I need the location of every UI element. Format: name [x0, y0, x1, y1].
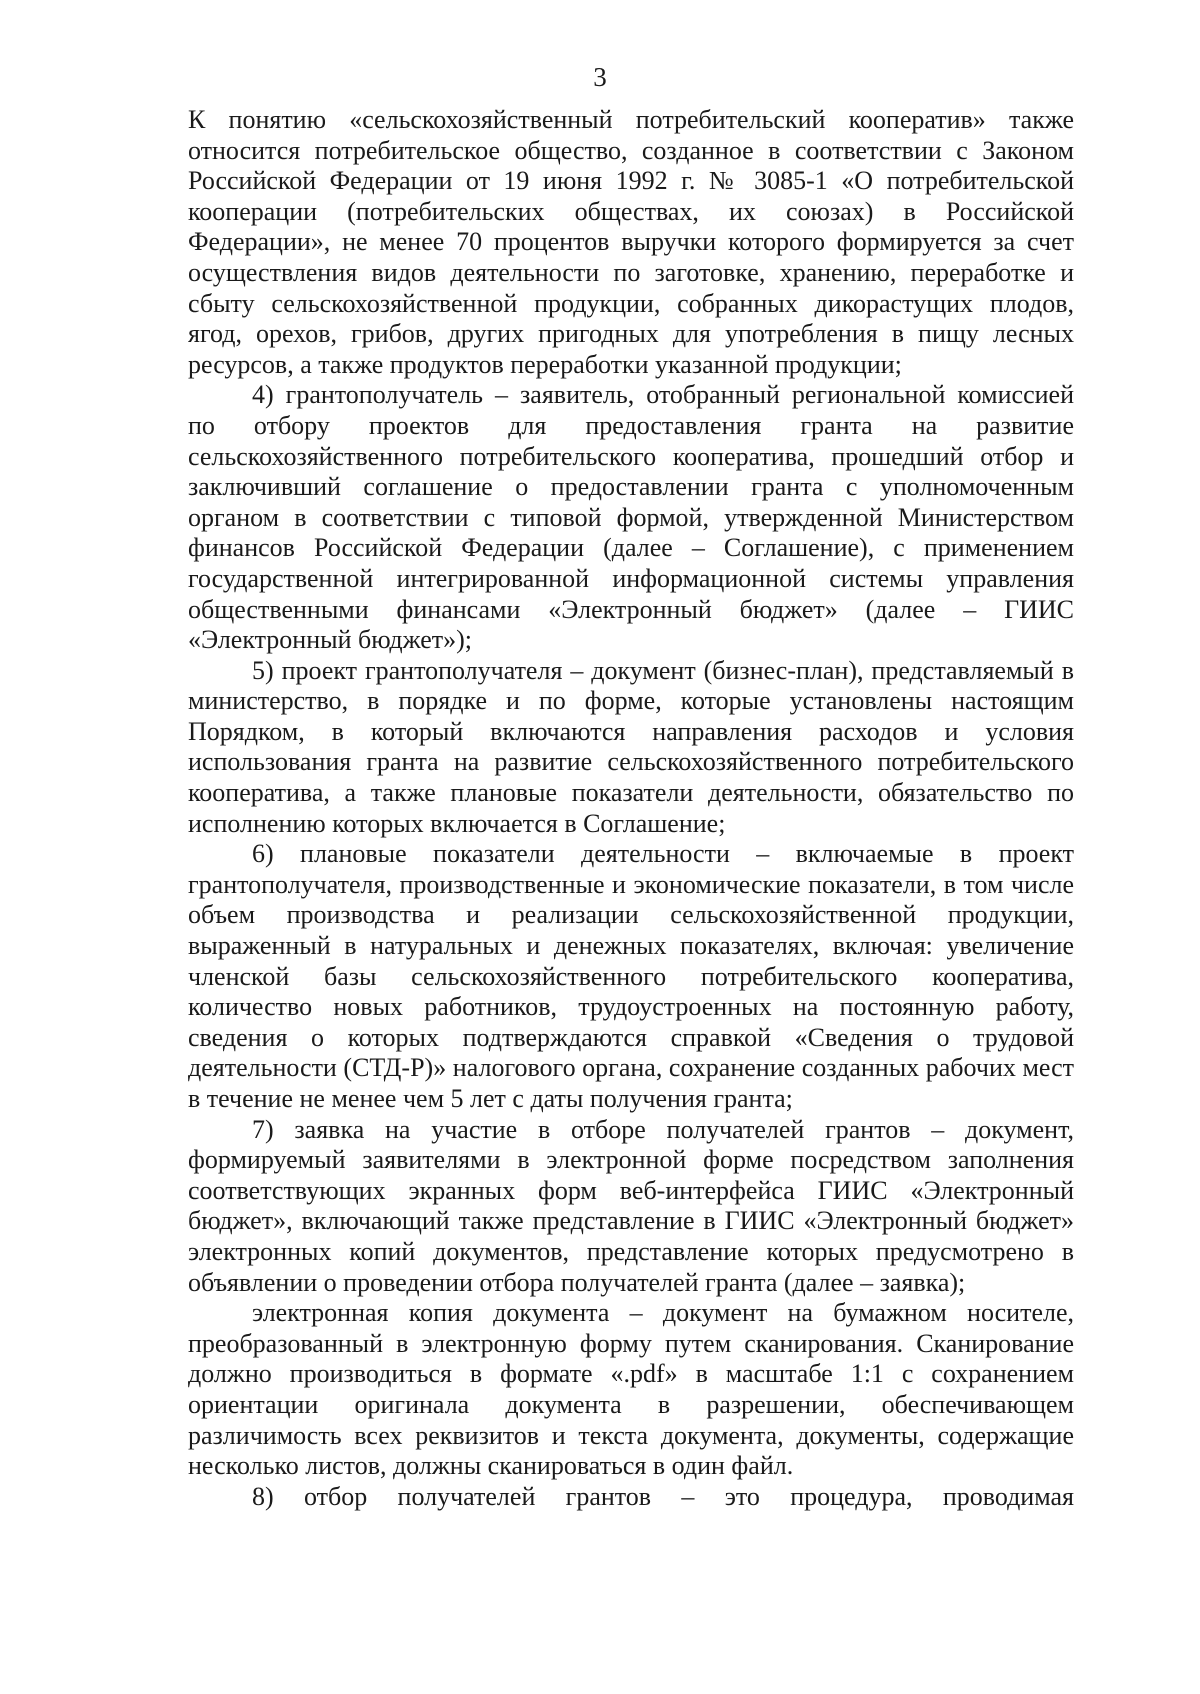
paragraph-item-5: 5) проект грантополучателя – документ (бизнес-план), представляемый в министерство, в порядке и по форме, которые установлены настоящим Порядком, в который включаются направления расходов и условия использования гранта на развитие сельскохозяйственного потребительского кооператива, а также плановые показатели деятельности, обязательство по исполнению которых включается в Соглашение;: [188, 655, 1074, 838]
document-body: [188, 105, 1074, 1512]
paragraph-item-7: 7) заявка на участие в отборе получателей грантов – документ, формируемый заявителями в электронной форме посредством заполнения соответствующих экранных форм веб-интерфейса ГИИС «Электронный бюджет», включающий также представление в ГИИС «Электронный бюджет» электронных копий документов, представление которых предусмотрено в объявлении о проведении отбора получателей гранта (далее – заявка);: [188, 1114, 1074, 1297]
paragraph-item-4: 4) грантополучатель – заявитель, отобранный региональной комиссией по отбору проектов для предоставления гранта на развитие сельскохозяйственного потребительского кооператива, прошедший отбор и заключивший соглашение о предоставлении гранта с уполномоченным органом в соответствии с типовой формой, утвержденной Министерством финансов Российской Федерации (далее – Соглашение), с применением государственной интегрированной информационной системы управления общественными финансами «Электронный бюджет» (далее – ГИИС «Электронный бюджет»);: [188, 380, 1074, 655]
paragraph-item-8: 8) отбор получателей грантов – это процедура, проводимая: [252, 1481, 1074, 1511]
paragraph-electronic-copy: электронная копия документа – документ на бумажном носителе, преобразованный в электронную форму путем сканирования. Сканирование должно производиться в формате «.pdf» в масштабе 1:1 с сохранением ориентации оригинала документа в разрешении, обеспечивающем различимость всех реквизитов и текста документа, документы, содержащие несколько листов, должны сканироваться в один файл.: [188, 1298, 1074, 1481]
paragraph-cooperative-definition: К понятию «сельскохозяйственный потребительский кооператив» также относится потребительское общество, созданное в соответствии с Законом Российской Федерации от 19 июня 1992 г. № 3085-1 «О потребительской кооперации (потребительских обществах, их союзах) в Российской Федерации», не менее 70 процентов выручки которого формируется за счет осуществления видов деятельности по заготовке, хранению, переработке и сбыту сельскохозяйственной продукции, собранных дикорастущих плодов, ягод, орехов, грибов, других пригодных для употребления в пищу лесных ресурсов, а также продуктов переработки указанной продукции;: [188, 105, 1074, 379]
page-number: 3: [593, 62, 607, 92]
paragraph-item-6: 6) плановые показатели деятельности – включаемые в проект грантополучателя, производственные и экономические показатели, в том числе объем производства и реализации сельскохозяйственной продукции, выраженный в натуральных и денежных показателях, включая: увеличение членской базы сельскохозяйственного потребительского кооператива, количество новых работников, трудоустроенных на постоянную работу, сведения о которых подтверждаются справкой «Сведения о трудовой деятельности (СТД-Р)» налогового органа, сохранение созданных рабочих мест в течение не менее чем 5 лет с даты получения гранта;: [188, 839, 1074, 1113]
